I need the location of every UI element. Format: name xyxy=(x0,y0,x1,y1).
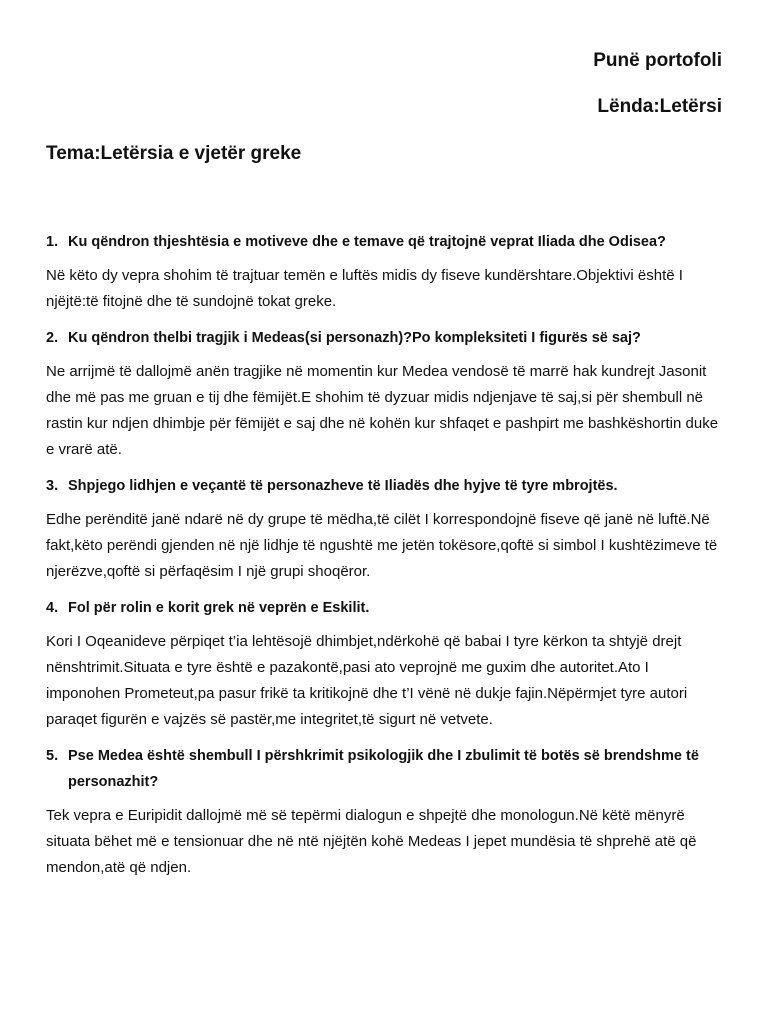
qa-item xyxy=(46,743,726,881)
question-text: Pse Medea është shembull I përshkrimit psikologjik dhe I zbulimit të botës së brendshme të personazhit? xyxy=(68,748,699,790)
question-number: 1. xyxy=(46,234,59,250)
answer-text: Kori I Oqeanideve përpiqet t’ia lehtësojë dhimbjet,ndërkohë që babai I tyre kërkon ta shtyjë drejt nënshtrimit.Situata e tyre është e pazakontë,pasi ato veprojnë me guxim dhe autoritet.Ato I imponohen Prometeut,pa pasur frikë ta kritikojnë dhe t’I vënë në dukje fajin.Nëpërmjet tyre autori paraqet figurën e vajzës së pastër,me integritet,të sigurt në vetvete. xyxy=(46,633,688,728)
question xyxy=(46,595,726,621)
qa-item xyxy=(46,595,726,733)
portfolio-title: Punë portofoli xyxy=(593,50,722,71)
question xyxy=(46,473,726,499)
question xyxy=(46,229,726,255)
question-text: Ku qëndron thelbi tragjik i Medeas(si personazh)?Po kompleksiteti I figurës së saj? xyxy=(68,330,641,346)
answer-text: Në këto dy vepra shohim të trajtuar temën e luftës midis dy fiseve kundërshtare.Objektivi është I njëjtë:të fitojnë dhe të sundojnë tokat greke. xyxy=(46,267,683,310)
question-number: 4. xyxy=(46,600,59,616)
question xyxy=(46,325,726,351)
qa-item xyxy=(46,229,726,315)
question-text: Shpjego lidhjen e veçantë të personazheve të Iliadës dhe hyjve të tyre mbrojtës. xyxy=(68,478,618,494)
answer-text: Ne arrijmë të dallojmë anën tragjike në momentin kur Medea vendosë të marrë hak kundrejt Jasonit dhe më pas me gruan e tij dhe fëmijët.E shohim të dyzuar midis ndjenjave të saj,si për shembull në rastin kur ndjen dhimbje për fëmijët e saj dhe në kohën kur shfaqet e pashpirt me bashkëshortin duke e vrarë atë. xyxy=(46,363,719,458)
questions-list xyxy=(46,229,726,891)
question xyxy=(46,743,726,795)
answer-text: Tek vepra e Euripidit dallojmë më së tepërmi dialogun e shpejtë dhe monologun.Në këtë mënyrë situata bëhet më e tensionuar dhe në ntë njëjtën kohë Medeas I jepet mundësia të shprehë atë që mendon,atë që ndjen. xyxy=(46,807,697,876)
question-text: Fol për rolin e korit grek në veprën e Eskilit. xyxy=(68,600,370,616)
qa-item xyxy=(46,325,726,463)
subject-title: Lënda:Letërsi xyxy=(597,96,722,117)
question-text: Ku qëndron thjeshtësia e motiveve dhe e temave që trajtojnë veprat Iliada dhe Odisea? xyxy=(68,234,666,250)
topic-title: Tema:Letërsia e vjetër greke xyxy=(46,143,302,164)
question-number: 2. xyxy=(46,330,59,346)
qa-item xyxy=(46,473,726,585)
question-number: 3. xyxy=(46,478,59,494)
answer-text: Edhe perënditë janë ndarë në dy grupe të mëdha,të cilët I korrespondojnë fiseve që janë në luftë.Në fakt,këto perëndi gjenden në një lidhje të ngushtë me jetën tokësore,qoftë si simbol I kushtëzimeve të njerëzve,qoftë si përfaqësim I një grupi shoqëror. xyxy=(46,511,718,580)
question-number: 5. xyxy=(46,748,59,764)
